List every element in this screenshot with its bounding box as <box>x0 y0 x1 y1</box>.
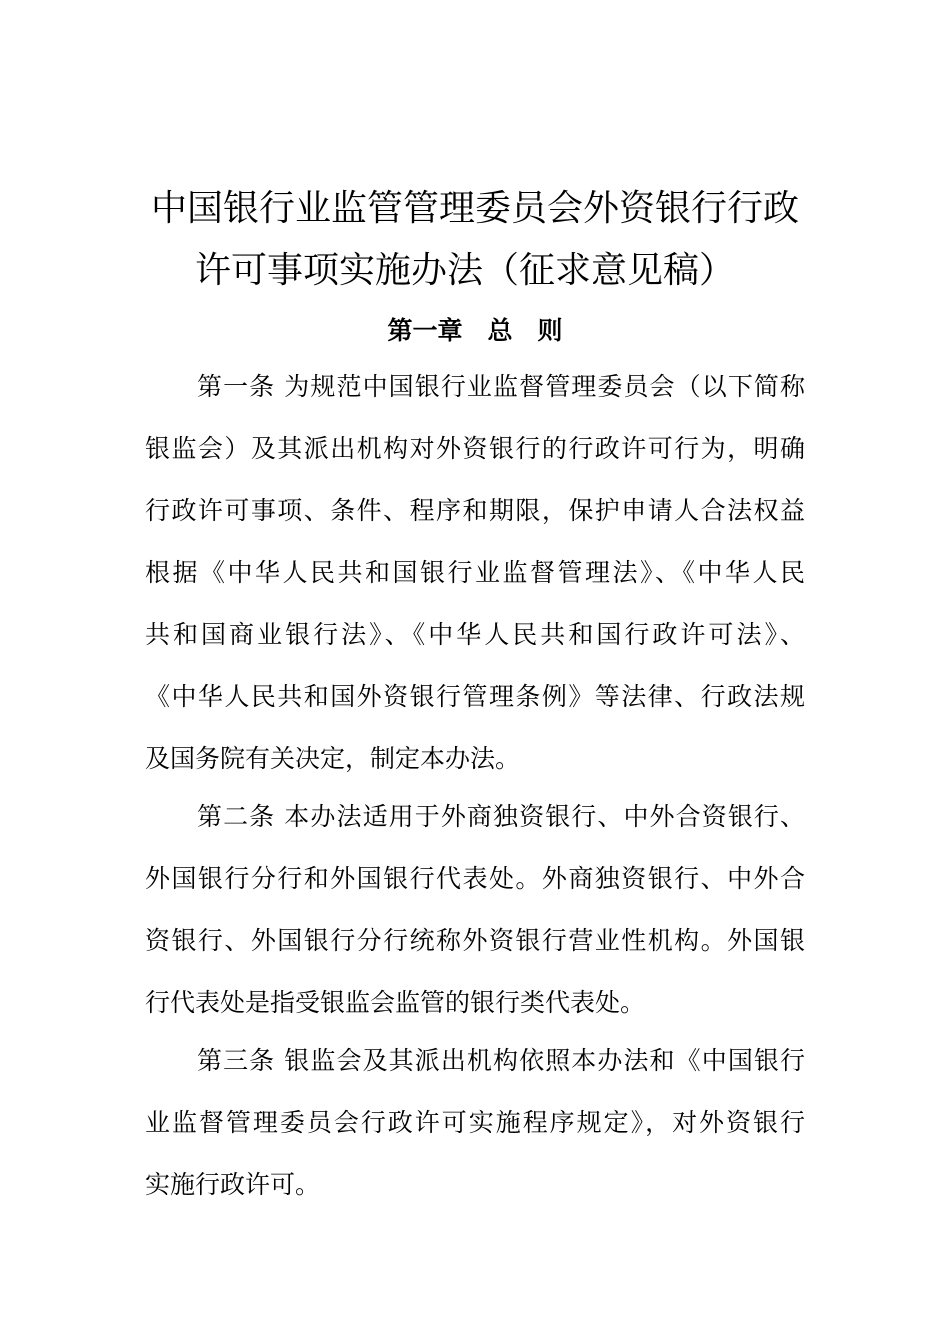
article-2-line-4: 行代表处是指受银监会监管的银行类代表处。 <box>145 988 646 1017</box>
article-1-line-6: 《中华人民共和国外资银行管理条例》等法律、行政法规 <box>145 682 805 711</box>
article-1-line-5: 共和国商业银行法》、《中华人民共和国行政许可法》、 <box>145 620 805 649</box>
article-1-line-1: 第一条 为规范中国银行业监督管理委员会（以下简称 <box>197 372 805 401</box>
article-2-line-3: 资银行、外国银行分行统称外资银行营业性机构。外国银 <box>145 926 805 955</box>
document-title-line-1: 中国银行业监管管理委员会外资银行行政 <box>150 188 799 229</box>
article-1-line-7: 及国务院有关决定，制定本办法。 <box>145 744 521 773</box>
article-1-line-4: 根据《中华人民共和国银行业监督管理法》、《中华人民 <box>145 558 805 587</box>
article-3-line-2: 业监督管理委员会行政许可实施程序规定》，对外资银行 <box>145 1108 805 1137</box>
article-1-line-3: 行政许可事项、条件、程序和期限，保护申请人合法权益 <box>145 496 805 525</box>
chapter-heading: 第一章 总 则 <box>387 316 563 345</box>
article-2-line-2: 外国银行分行和外国银行代表处。外商独资银行、中外合 <box>145 864 805 893</box>
document-title-line-2: 许可事项实施办法（征求意见稿） <box>194 250 735 291</box>
article-3-line-1: 第三条 银监会及其派出机构依照本办法和《中国银行 <box>197 1046 805 1075</box>
article-1-line-2: 银监会）及其派出机构对外资银行的行政许可行为，明确 <box>145 434 805 463</box>
article-3-line-3: 实施行政许可。 <box>145 1170 321 1199</box>
article-2-line-1: 第二条 本办法适用于外商独资银行、中外合资银行、 <box>197 802 805 831</box>
